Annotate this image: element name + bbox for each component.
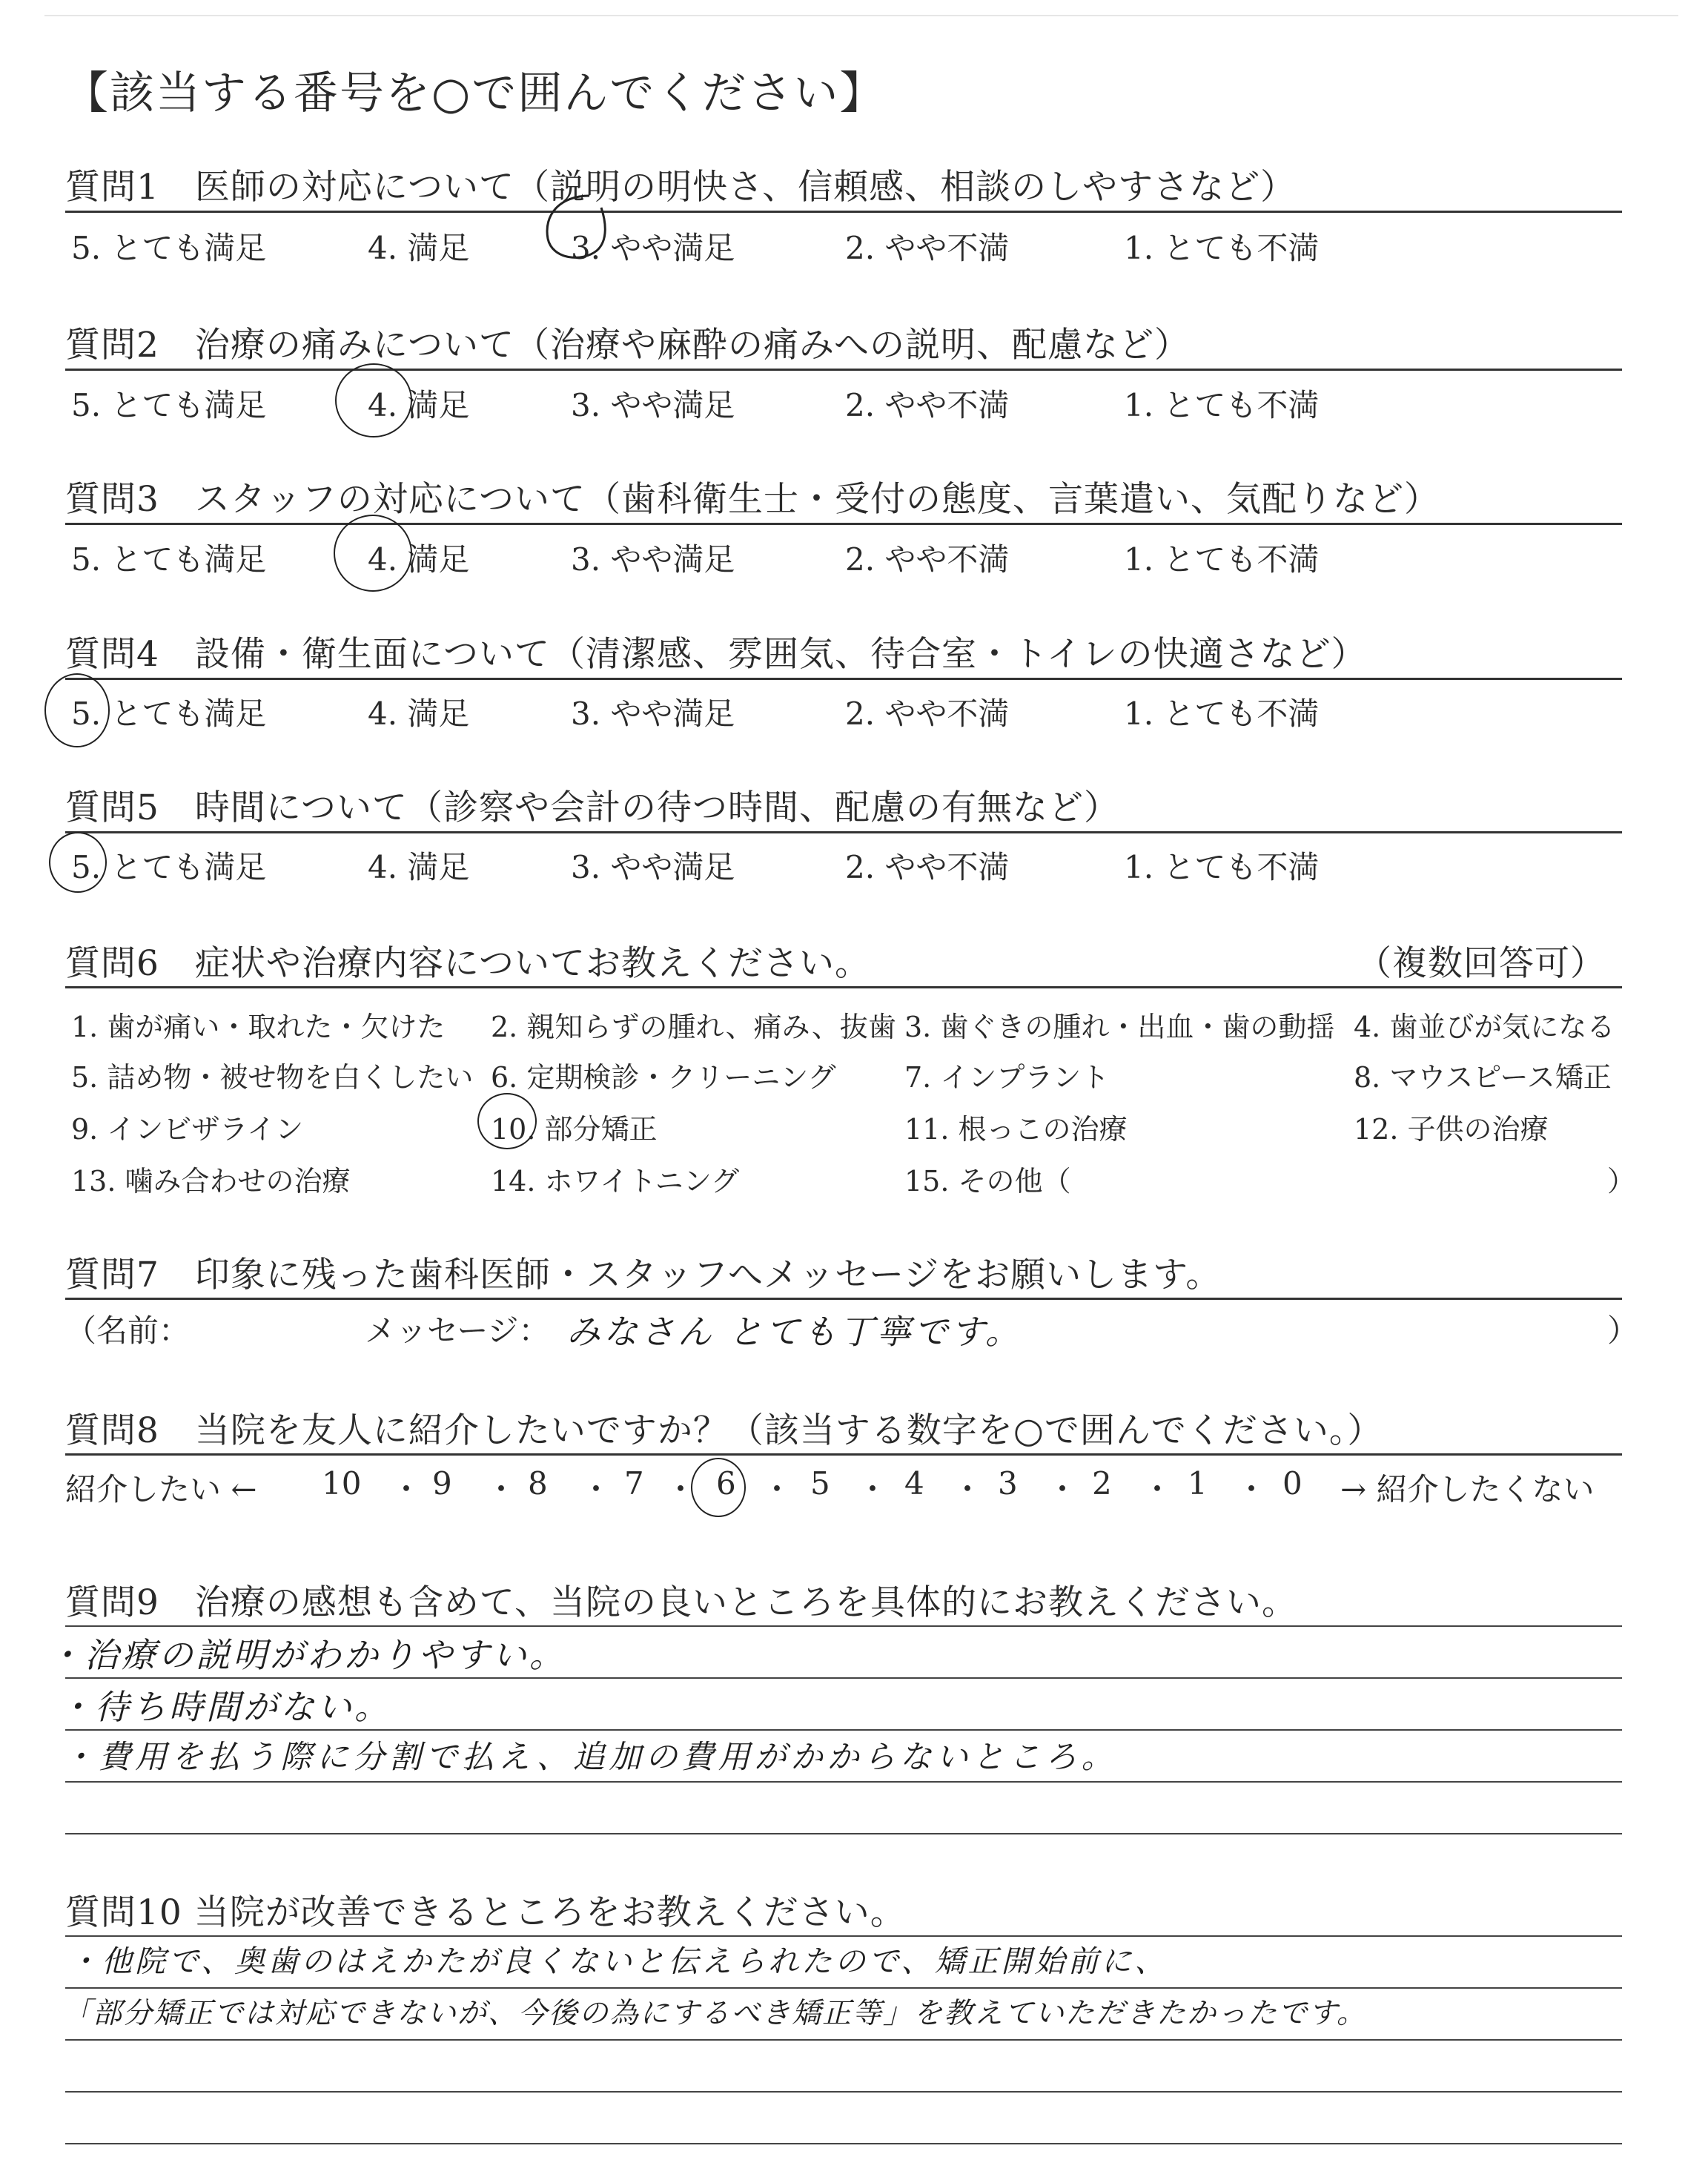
symptom-option[interactable]: 11. 根っこの治療 bbox=[904, 1113, 1128, 1146]
rating-option[interactable]: 1. とても不満 bbox=[1124, 230, 1320, 266]
scale-dot: ・ bbox=[952, 1471, 984, 1507]
symptom-option[interactable]: 2. 親知らずの腫れ、痛み、抜歯 bbox=[491, 1011, 896, 1043]
symptom-option[interactable]: 9. インビザライン bbox=[71, 1113, 304, 1146]
scale-dot: ・ bbox=[486, 1471, 517, 1507]
answer-circle-mark bbox=[477, 1093, 537, 1149]
rating-option[interactable]: 2. やや不満 bbox=[845, 387, 1010, 423]
answer-line bbox=[65, 1625, 1622, 1627]
scale-right-label: → 紹介したくない bbox=[1340, 1471, 1595, 1507]
question-1-title: 質問1 医師の対応について（説明の明快さ、信頼感、相談のしやすさなど） bbox=[65, 167, 1297, 208]
scale-value[interactable]: 5 bbox=[810, 1465, 830, 1502]
rating-option[interactable]: 4. 満足 bbox=[368, 849, 470, 885]
question-5-rule bbox=[65, 831, 1622, 833]
rating-option[interactable]: 3. やや満足 bbox=[571, 849, 735, 885]
rating-option[interactable]: 3. やや満足 bbox=[571, 541, 735, 578]
scale-value[interactable]: 9 bbox=[432, 1465, 452, 1502]
good-point-answer: ・費用を払う際に分割で払え、追加の費用がかからないところ。 bbox=[62, 1739, 1118, 1776]
message-label: メッセージ： bbox=[365, 1312, 550, 1349]
answer-circle-mark bbox=[537, 185, 626, 267]
rating-option[interactable]: 3. やや満足 bbox=[571, 387, 735, 423]
question-3-rule bbox=[65, 523, 1622, 525]
rating-option[interactable]: 5. とても満足 bbox=[71, 230, 267, 266]
question-6-rule bbox=[65, 986, 1622, 988]
answer-line bbox=[65, 1729, 1622, 1731]
scale-value[interactable]: 1 bbox=[1188, 1465, 1208, 1502]
symptom-option[interactable]: 10. 部分矯正 bbox=[491, 1113, 658, 1146]
question-2-rule bbox=[65, 369, 1622, 371]
symptom-option[interactable]: 8. マウスピース矯正 bbox=[1354, 1061, 1612, 1094]
answer-line bbox=[65, 2039, 1622, 2041]
rating-option[interactable]: 5. とても満足 bbox=[71, 696, 267, 732]
symptom-option[interactable]: 6. 定期検診・クリーニング bbox=[491, 1061, 836, 1094]
scale-dot: ・ bbox=[857, 1471, 889, 1507]
scale-dot: ・ bbox=[1047, 1471, 1079, 1507]
scale-value[interactable]: 10 bbox=[322, 1465, 362, 1502]
answer-line bbox=[65, 1833, 1622, 1834]
answer-line bbox=[65, 2091, 1622, 2093]
symptom-option[interactable]: 3. 歯ぐきの腫れ・出血・歯の動揺 bbox=[904, 1011, 1335, 1043]
rating-option[interactable]: 2. やや不満 bbox=[845, 541, 1010, 578]
symptom-option[interactable]: 7. インプラント bbox=[904, 1061, 1110, 1094]
rating-option[interactable]: 1. とても不満 bbox=[1124, 849, 1320, 885]
question-7-rule bbox=[65, 1298, 1622, 1300]
scale-left-label: 紹介したい ← bbox=[65, 1471, 257, 1507]
rating-option[interactable]: 3. やや満足 bbox=[571, 696, 735, 732]
question-10-title: 質問10 当院が改善できるところをお教えください。 bbox=[65, 1892, 906, 1933]
answer-line bbox=[65, 1677, 1622, 1679]
scale-dot: ・ bbox=[1236, 1471, 1268, 1507]
rating-option[interactable]: 4. 満足 bbox=[368, 230, 470, 266]
rating-option[interactable]: 5. とても満足 bbox=[71, 541, 267, 578]
page-title: 【該当する番号を○で囲んでください】 bbox=[64, 67, 886, 119]
other-close-paren: ） bbox=[1607, 1165, 1636, 1198]
scale-dot: ・ bbox=[391, 1471, 423, 1507]
good-point-answer: ・待ち時間がない。 bbox=[58, 1687, 391, 1727]
improvement-answer: 「部分矯正では対応できないが、今後の為にするべき矯正等」を教えていただきたかったです。 bbox=[62, 1997, 1367, 2030]
question-4-title: 質問4 設備・衛生面について（清潔感、雰囲気、待合室・トイレの快適さなど） bbox=[65, 634, 1367, 675]
symptom-option[interactable]: 12. 子供の治療 bbox=[1354, 1113, 1549, 1146]
question-4-rule bbox=[65, 678, 1622, 680]
scale-value[interactable]: 8 bbox=[528, 1465, 548, 1502]
rating-option[interactable]: 3. やや満足 bbox=[571, 230, 735, 266]
answer-circle-mark bbox=[691, 1458, 746, 1517]
answer-line bbox=[65, 1781, 1622, 1783]
good-point-answer: ・治療の説明がわかりやすい。 bbox=[47, 1635, 566, 1675]
rating-option[interactable]: 2. やや不満 bbox=[845, 696, 1010, 732]
symptom-option[interactable]: 14. ホワイトニング bbox=[491, 1165, 740, 1198]
rating-option[interactable]: 5. とても満足 bbox=[71, 387, 267, 423]
symptom-option[interactable]: 5. 詰め物・被せ物を白くしたい bbox=[71, 1061, 474, 1094]
scale-dot: ・ bbox=[761, 1471, 793, 1507]
scale-value[interactable]: 0 bbox=[1282, 1465, 1302, 1502]
question-3-title: 質問3 スタッフの対応について（歯科衛生士・受付の態度、言葉遣い、気配りなど） bbox=[65, 479, 1440, 520]
rating-option[interactable]: 4. 満足 bbox=[368, 541, 470, 578]
rating-option[interactable]: 4. 満足 bbox=[368, 696, 470, 732]
symptom-option[interactable]: 13. 噛み合わせの治療 bbox=[71, 1165, 351, 1198]
answer-circle-mark bbox=[44, 673, 110, 747]
scale-value[interactable]: 7 bbox=[624, 1465, 644, 1502]
scale-dot: ・ bbox=[580, 1471, 612, 1507]
rating-option[interactable]: 1. とても不満 bbox=[1124, 541, 1320, 578]
rating-option[interactable]: 2. やや不満 bbox=[845, 849, 1010, 885]
scale-dot: ・ bbox=[665, 1471, 697, 1507]
symptom-option[interactable]: 1. 歯が痛い・取れた・欠けた bbox=[71, 1011, 446, 1043]
question-8-title: 質問8 当院を友人に紹介したいですか？（該当する数字を○で囲んでください。） bbox=[65, 1410, 1383, 1451]
question-9-title: 質問9 治療の感想も含めて、当院の良いところを具体的にお教えください。 bbox=[65, 1582, 1297, 1623]
top-border bbox=[44, 15, 1678, 16]
message-close-paren: ） bbox=[1607, 1312, 1639, 1349]
message-handwritten: みなさん とても丁寧です。 bbox=[566, 1312, 1022, 1352]
question-8-rule bbox=[65, 1453, 1622, 1456]
improvement-answer: ・他院で、奥歯のはえかたが良くないと伝えられたので、矯正開始前に、 bbox=[68, 1943, 1168, 1979]
rating-option[interactable]: 1. とても不満 bbox=[1124, 387, 1320, 423]
scale-value[interactable]: 4 bbox=[904, 1465, 924, 1502]
question-7-title: 質問7 印象に残った歯科医師・スタッフへメッセージをお願いします。 bbox=[65, 1255, 1222, 1295]
answer-circle-mark bbox=[49, 832, 107, 893]
question-6-title: 質問6 症状や治療内容についてお教えください。 bbox=[65, 943, 870, 984]
answer-line bbox=[65, 2143, 1622, 2144]
rating-option[interactable]: 5. とても満足 bbox=[71, 849, 267, 885]
symptom-option[interactable]: 4. 歯並びが気になる bbox=[1354, 1011, 1615, 1043]
answer-circle-mark bbox=[334, 515, 412, 592]
scale-value[interactable]: 2 bbox=[1092, 1465, 1112, 1502]
name-label: （名前： bbox=[65, 1312, 191, 1349]
scale-value[interactable]: 6 bbox=[716, 1465, 736, 1502]
symptom-option[interactable]: 15. その他（ bbox=[904, 1165, 1071, 1198]
rating-option[interactable]: 1. とても不満 bbox=[1124, 696, 1320, 732]
question-1-rule bbox=[65, 211, 1622, 213]
scale-dot: ・ bbox=[1142, 1471, 1174, 1507]
rating-option[interactable]: 4. 満足 bbox=[368, 387, 470, 423]
answer-line bbox=[65, 1987, 1622, 1989]
scale-value[interactable]: 3 bbox=[998, 1465, 1018, 1502]
answer-circle-mark bbox=[335, 363, 412, 437]
question-2-title: 質問2 治療の痛みについて（治療や麻酔の痛みへの説明、配慮など） bbox=[65, 325, 1191, 366]
multiple-answers-note: （複数回答可） bbox=[1357, 943, 1606, 984]
question-5-title: 質問5 時間について（診察や会計の待つ時間、配慮の有無など） bbox=[65, 787, 1119, 828]
rating-option[interactable]: 2. やや不満 bbox=[845, 230, 1010, 266]
